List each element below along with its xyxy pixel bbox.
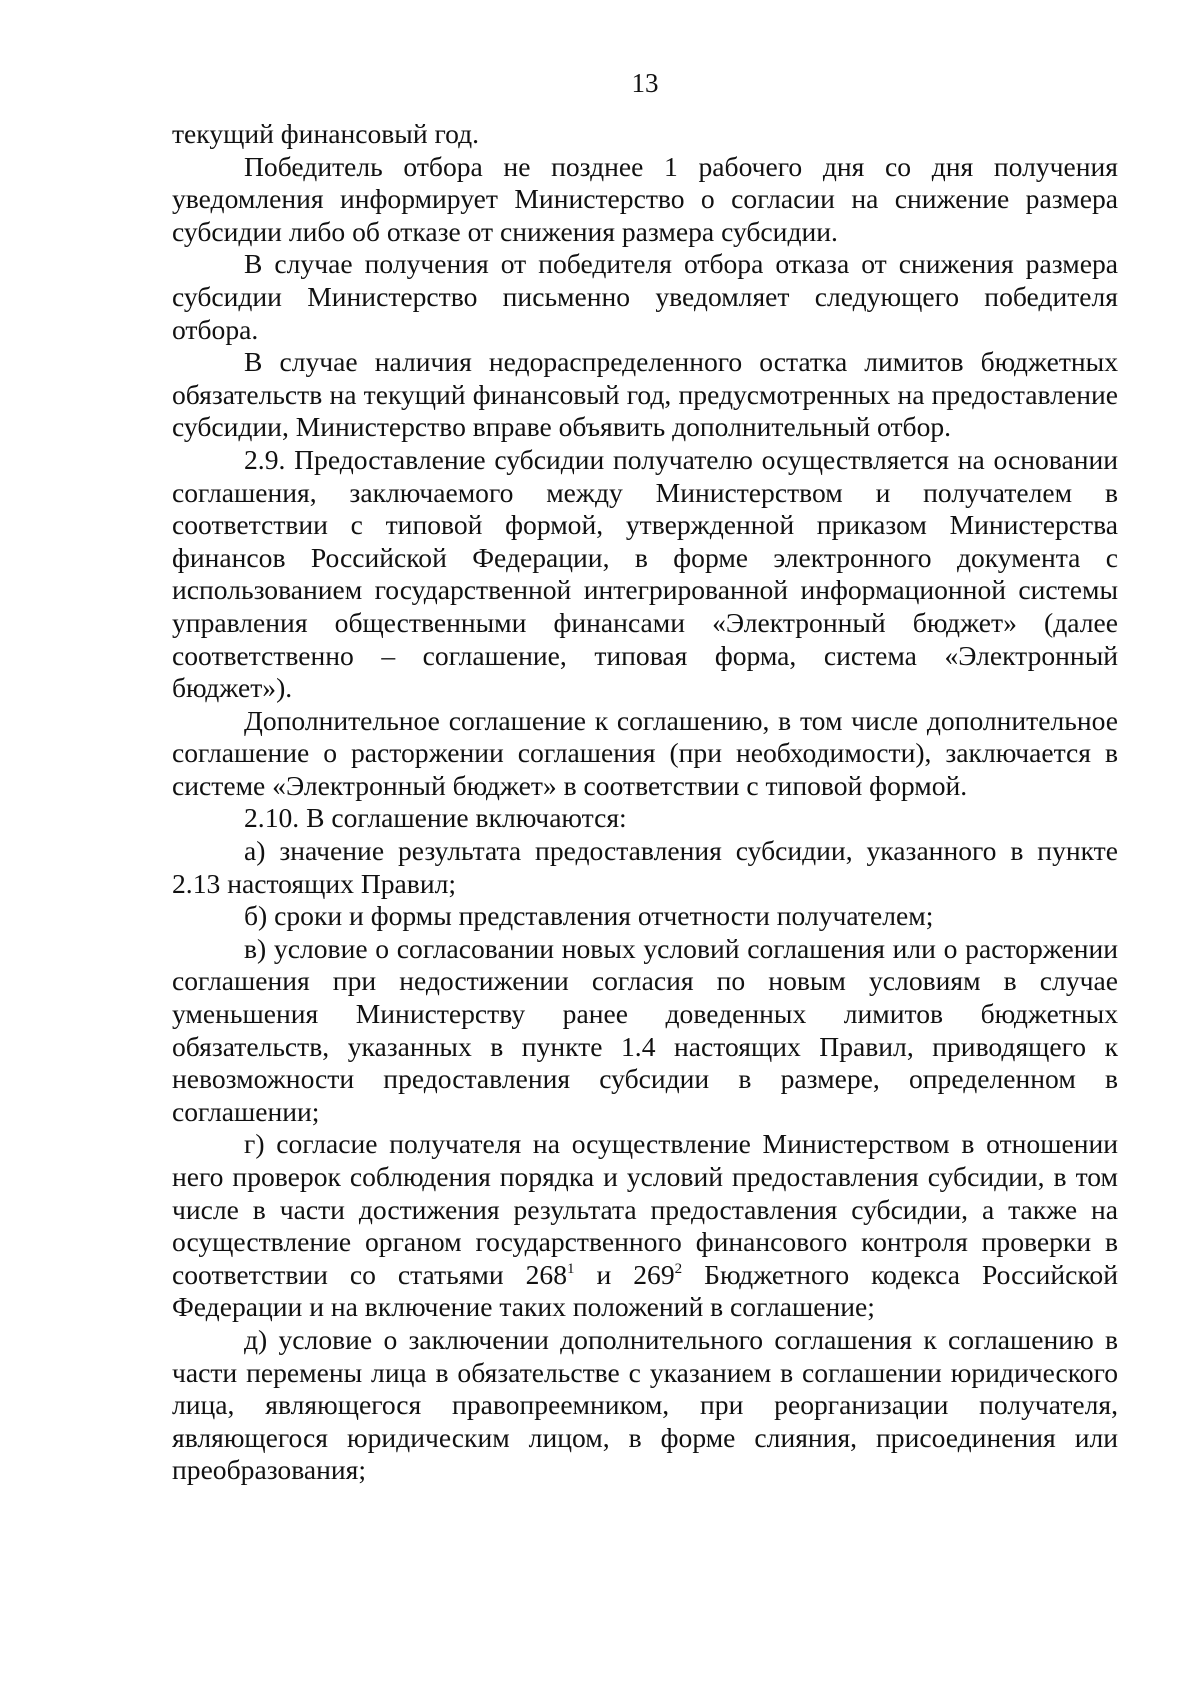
paragraph-text: Победитель отбора не позднее 1 рабочего дня со дня получения уведомления информирует Министерство о согласии на снижение размера субсидии либо об отказе от снижения размера субсидии. (172, 150, 1118, 247)
paragraph-text: д) условие о заключении дополнительного соглашения к соглашению в части перемены лица в обязательстве с указанием в соглашении юридического лица, являющегося правопреемником, при реорганизации получателя, являющегося юридическим лицом, в форме слияния, присоединения или преобразования; (172, 1323, 1118, 1486)
paragraph-text: и 269 (574, 1258, 675, 1290)
paragraph (172, 933, 1118, 1129)
paragraph-text: в) условие о согласовании новых условий соглашения или о расторжении соглашения при недостижении согласия по новым условиям в случае уменьшения Министерству ранее доведенных лимитов бюджетных обязательств, указанных в пункте 1.4 настоящих Правил, приводящего к невозможности предоставления субсидии в размере, определенном в соглашении; (172, 932, 1118, 1127)
paragraph-text: г) согласие получателя на осуществление Министерством в отношении него проверок соблюдения порядка и условий предоставления субсидии, в том числе в части достижения результата предоставления субсидии, а также на осуществление органом государственного финансового контроля проверки в соответствии со статьями 268 (172, 1128, 1118, 1290)
paragraph-text: В случае получения от победителя отбора отказа от снижения размера субсидии Министерство письменно уведомляет следующего победителя отбора. (172, 248, 1118, 345)
page-number: 13 (631, 68, 659, 98)
superscript: 1 (567, 1260, 575, 1277)
paragraph (172, 802, 1118, 835)
paragraph-text: Дополнительное соглашение к соглашению, в том числе дополнительное соглашение о расторжении соглашения (при необходимости), заключается в системе «Электронный бюджет» в соответствии с типовой формой. (172, 704, 1118, 801)
paragraph-text: б) сроки и формы представления отчетности получателем; (244, 900, 934, 932)
document-body (172, 118, 1118, 1487)
paragraph (172, 705, 1118, 803)
paragraph (172, 1128, 1118, 1324)
paragraph (172, 151, 1118, 249)
paragraph-text: 2.10. В соглашение включаются: (244, 802, 627, 834)
paragraph (172, 118, 1118, 151)
paragraph-text: а) значение результата предоставления субсидии, указанного в пункте 2.13 настоящих Правил; (172, 835, 1118, 899)
paragraph-text: Бюджетного кодекса Российской Федерации и на включение таких положений в соглашение; (172, 1258, 1118, 1323)
paragraph (172, 444, 1118, 705)
paragraph (172, 900, 1118, 933)
paragraph-text: В случае наличия недораспределенного остатка лимитов бюджетных обязательств на текущий финансовый год, предусмотренных на предоставление субсидии, Министерство вправе объявить дополнительный отбор. (172, 346, 1118, 443)
paragraph-text: 2.9. Предоставление субсидии получателю осуществляется на основании соглашения, заключаемого между Министерством и получателем в соответствии с типовой формой, утвержденной приказом Министерства финансов Российской Федерации, в форме электронного документа с использованием государственной интегрированной информационной системы управления общественными финансами «Электронный бюджет» (далее соответственно – соглашение, типовая форма, система «Электронный бюджет»). (172, 443, 1118, 704)
paragraph (172, 835, 1118, 900)
paragraph-text: текущий финансовый год. (172, 118, 480, 149)
paragraph (172, 248, 1118, 346)
paragraph (172, 346, 1118, 444)
paragraph (172, 1324, 1118, 1487)
superscript: 2 (674, 1260, 683, 1277)
